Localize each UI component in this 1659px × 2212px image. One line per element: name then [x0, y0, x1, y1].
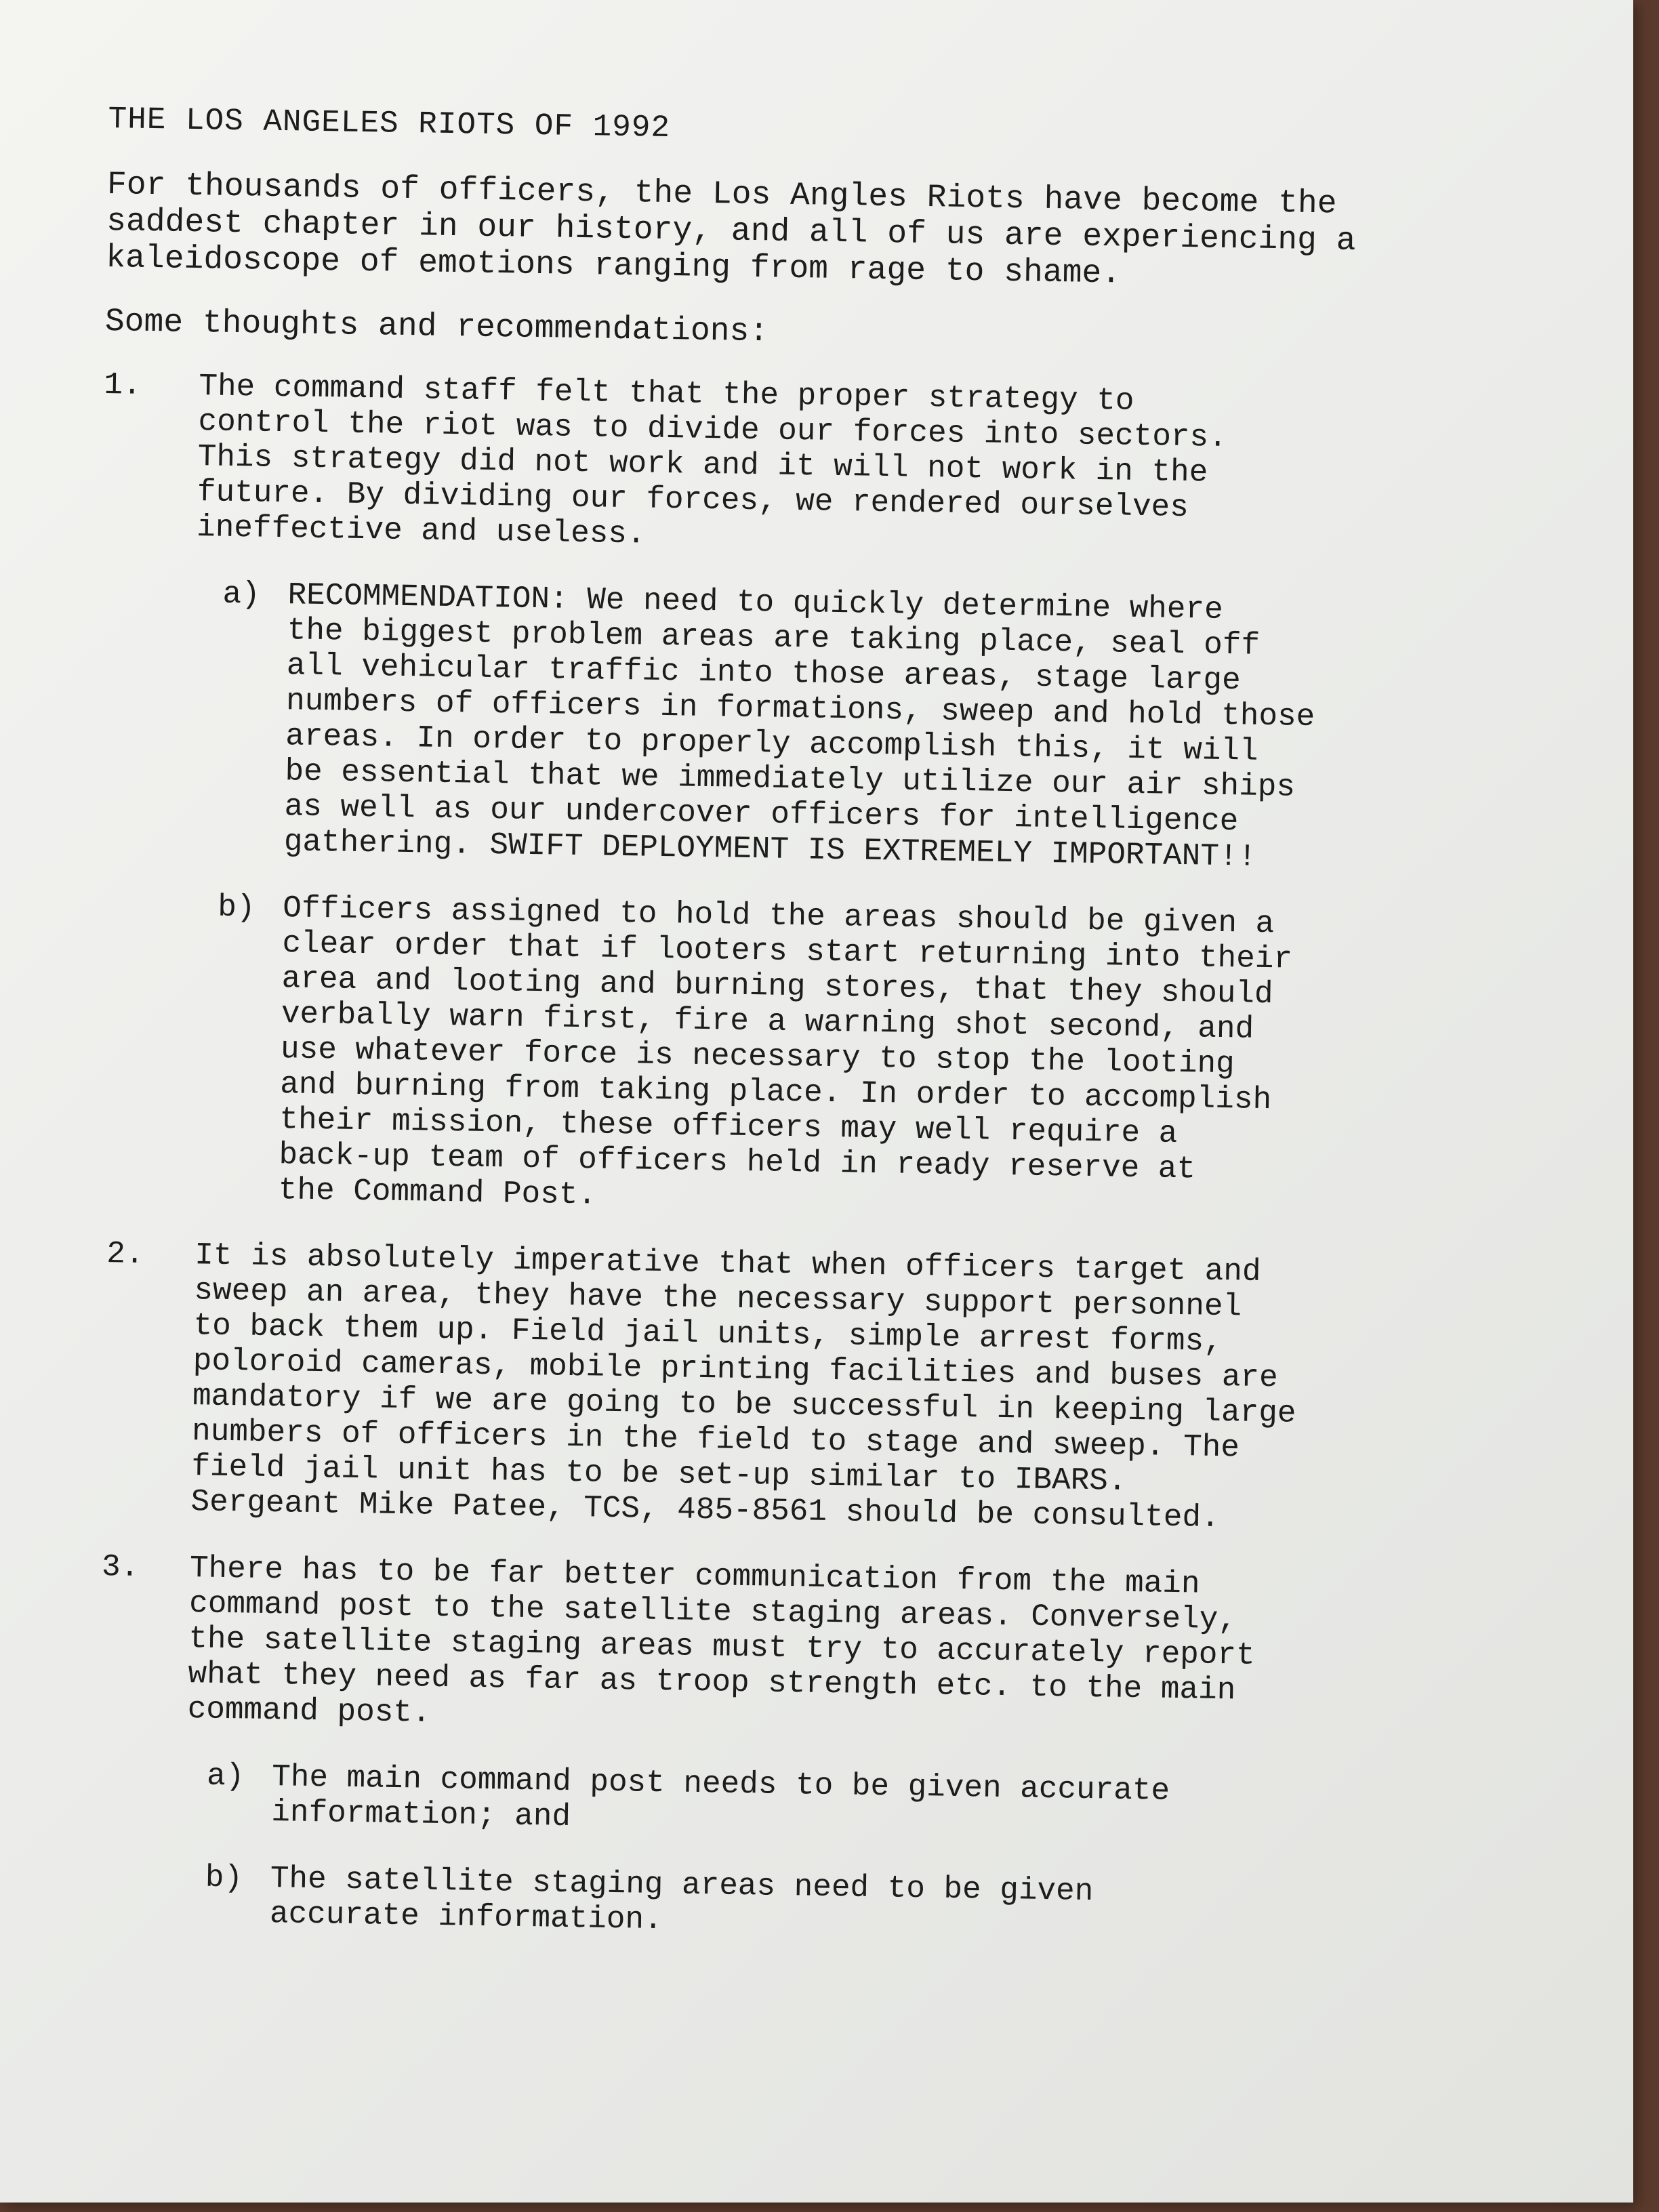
item-text: There has to be far better communication from the main command post to the satellite staging areas. Conversely, the satellite staging areas must try to accurately report what they need as far as troop strength etc. to the main command post. — [187, 1551, 1256, 1731]
subitem-3a — [186, 1758, 1546, 1849]
subitem-label: b) — [217, 889, 255, 926]
item-body — [186, 369, 1568, 1228]
item-number: 2. — [106, 1236, 144, 1273]
item-number: 1. — [104, 367, 142, 403]
list-item-3 — [96, 1549, 1550, 1951]
subitem-1a — [191, 576, 1564, 880]
item-number: 3. — [101, 1549, 140, 1585]
item-body — [184, 1551, 1550, 1951]
document-title: THE LOS ANGELES RIOTS OF 1992 — [108, 102, 671, 146]
item-text: The command staff felt that the proper strategy to control the riot was to divide our forces into sectors. This strategy did not work and it will not work in the future. By dividing our forces, we rendered ourselves ineffective and useless. — [196, 369, 1228, 552]
subitem-label: a) — [206, 1758, 245, 1795]
subitem-text: Officers assigned to hold the areas should be given a clear order that if looters start returning into their area and looting and burning stores, that they should verbally warn first, fire a warning shot second, and use whatever force is necessary to stop the looting and burning from taking place. In order to accomplish their mission, these officers may well require a back-up team of officers held in ready reserve at the Command Post. — [278, 890, 1293, 1213]
subitem-3b — [184, 1860, 1544, 1951]
subitem-1b — [186, 889, 1559, 1228]
lead-line: Some thoughts and recommendations: — [104, 303, 769, 351]
subitem-label: b) — [205, 1860, 243, 1896]
subitem-text: The main command post needs to be given accurate information; and — [270, 1759, 1170, 1835]
subitem-text: The satellite staging areas need to be given accurate information. — [269, 1861, 1094, 1938]
intro-paragraph: For thousands of officers, the Los Angles Riots have become the saddest chapter in our history, and all of us are experiencing a kaleidoscope of emotions ranging from rage to shame. — [105, 166, 1356, 293]
list-item-1 — [91, 367, 1568, 1228]
subitem-label: a) — [222, 576, 261, 613]
subitem-text: RECOMMENDATION: We need to quickly determine where the biggest problem areas are taking place, seal off all vehicular traffic into those areas, stage large numbers of officers in formations, sweep and hold those areas. In order to properly accomplish this, it will be essential that we immediately utilize our air ships as well as our undercover officers for intelligence gathering. SWIFT DEPLOYMENT IS EXTREMELY IMPORTANT!! — [283, 577, 1315, 875]
list-item-2 — [102, 1236, 1554, 1540]
item-text: It is absolutely imperative that when officers target and sweep an area, they have the necessary support personnel to back them up. Field jail units, simple arrest forms, poloroid cameras, mobile printing facilities and buses are mandatory if we are going to be successful in keeping large numbers of officers in the field to stage and sweep. The field jail unit has to be set-up similar to IBARS. Sergeant Mike Patee, TCS, 485-8561 should be consulted. — [190, 1237, 1296, 1536]
item-body — [190, 1237, 1554, 1540]
document-body — [79, 102, 1572, 1983]
